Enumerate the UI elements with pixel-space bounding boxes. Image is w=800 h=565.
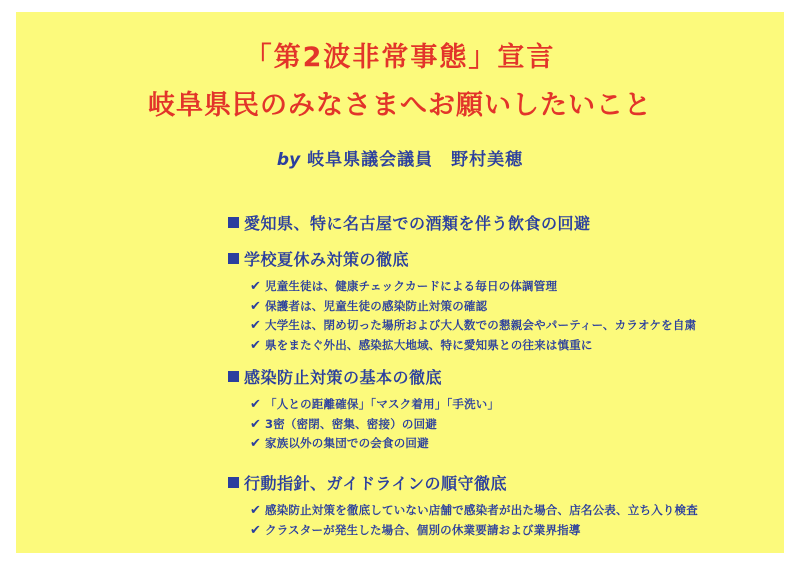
list-item-label: 3密（密閉、密集、密接）の回避	[265, 416, 437, 431]
list-item-label: 県をまたぐ外出、感染拡大地域、特に愛知県との往来は慎重に	[265, 338, 593, 353]
content-list	[16, 212, 784, 541]
section-avoid-aichi-dining	[228, 212, 784, 236]
list-item-label: 児童生徒は、健康チェックカードによる毎日の体調管理	[265, 278, 558, 293]
check-icon: ✔	[250, 522, 262, 538]
poster-title-line-2: 岐阜県民のみなさまへお願いしたいこと	[148, 90, 652, 122]
section-basic-prevention	[228, 366, 784, 454]
section-heading-label: 行動指針、ガイドラインの順守徹底	[244, 474, 508, 494]
section-heading-label: 愛知県、特に名古屋での酒類を伴う飲食の回避	[244, 213, 591, 233]
check-icon: ✔	[250, 416, 262, 432]
list-item-label: クラスターが発生した場合、個別の休業要請および業界指導	[265, 522, 581, 537]
check-icon: ✔	[250, 338, 262, 354]
square-bullet-icon	[228, 253, 239, 264]
check-icon: ✔	[250, 396, 262, 412]
check-icon: ✔	[250, 278, 262, 294]
square-bullet-icon	[228, 477, 239, 488]
section-guideline-compliance	[228, 472, 784, 541]
bullet-list	[228, 277, 784, 356]
list-item-label: 感染防止対策を徹底していない店舗で感染者が出た場合、店名公表、立ち入り検査	[265, 503, 698, 518]
square-bullet-icon	[228, 217, 239, 228]
list-item-label: 大学生は、閉め切った場所および大人数での懇親会やパーティー、カラオケを自粛	[265, 318, 697, 333]
list-item	[250, 501, 784, 521]
bullet-list	[228, 395, 784, 454]
check-icon: ✔	[250, 503, 262, 519]
title-block	[16, 12, 784, 123]
poster-title-line-1: 「第2波非常事態」宣言	[244, 42, 556, 73]
section-heading	[228, 366, 784, 390]
section-heading	[228, 472, 784, 496]
list-item	[250, 336, 784, 356]
check-icon: ✔	[250, 298, 262, 314]
byline-name: 岐阜県議会議員 野村美穂	[307, 149, 524, 170]
poster-canvas	[16, 12, 784, 553]
list-item	[250, 277, 784, 297]
check-icon: ✔	[250, 436, 262, 452]
section-heading	[228, 212, 784, 236]
spacer	[228, 238, 784, 248]
spacer	[228, 464, 784, 472]
byline-prefix: by	[276, 149, 301, 170]
list-item	[250, 434, 784, 454]
section-heading	[228, 248, 784, 272]
list-item	[250, 521, 784, 541]
list-item-label: 「人との距離確保」「マスク着用」「手洗い」	[265, 396, 500, 411]
list-item	[250, 316, 784, 336]
section-heading-label: 感染防止対策の基本の徹底	[244, 367, 443, 387]
section-summer-break-measures	[228, 248, 784, 356]
list-item-label: 保護者は、児童生徒の感染防止対策の確認	[265, 298, 488, 313]
section-heading-label: 学校夏休み対策の徹底	[244, 249, 410, 269]
list-item	[250, 395, 784, 415]
list-item	[250, 297, 784, 317]
byline	[16, 145, 784, 170]
list-item	[250, 415, 784, 435]
list-item-label: 家族以外の集団での会食の回避	[265, 436, 429, 451]
check-icon: ✔	[250, 318, 262, 334]
bullet-list	[228, 501, 784, 541]
square-bullet-icon	[228, 371, 239, 382]
